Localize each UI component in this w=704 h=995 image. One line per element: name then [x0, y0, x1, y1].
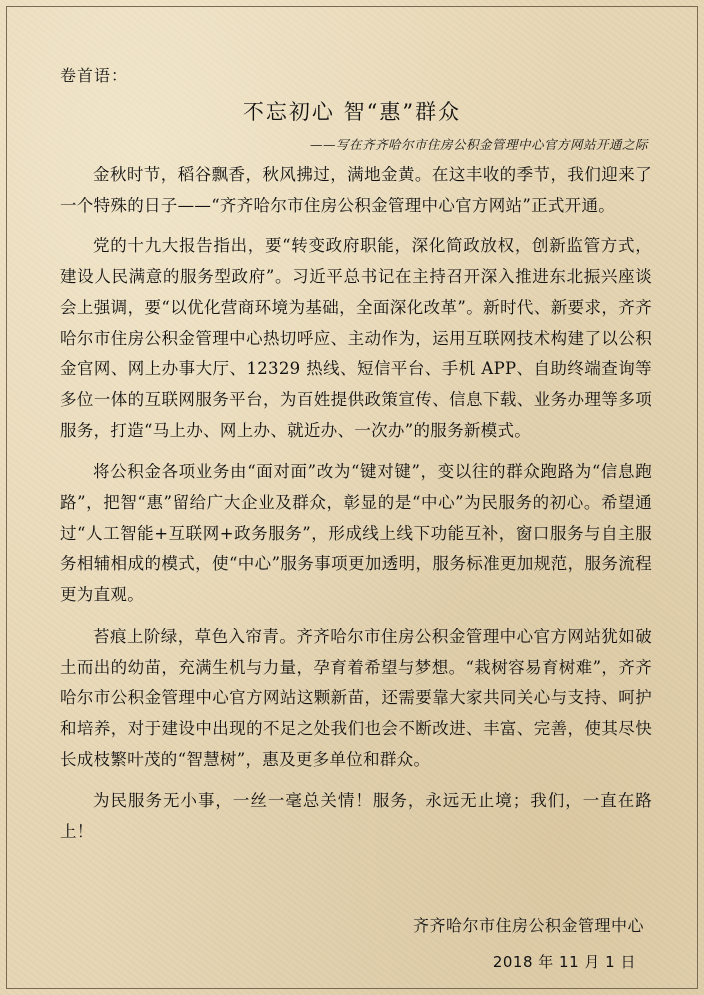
date: 2018 年 11 月 1 日: [492, 953, 636, 971]
article-title: 不忘初心 智“惠”群众: [242, 100, 462, 124]
article-body: [60, 160, 652, 848]
paragraph-3: 将公积金各项业务由“面对面”改为“键对键”，变以往的群众跑路为“信息跑路”，把智“惠”留给广大企业及群众，彰显的是“中心”为民服务的初心。希望通过“人工智能+互联网+政务服务”，形成线上线下功能互补，窗口服务与自主服务相辅相成的模式，使“中心”服务事项更加透明，服务标准更加规范，服务流程更为直观。: [60, 462, 652, 605]
paragraph-4: 苔痕上阶绿，草色入帘青。齐齐哈尔市住房公积金管理中心官方网站犹如破土而出的幼苗，充满生机与力量，孕育着希望与梦想。“栽树容易育树难”，齐齐哈尔市公积金管理中心官方网站这颗新苗，还需要靠大家共同关心与支持、呵护和培养，对于建设中出现的不足之处我们也会不断改进、丰富、完善，使其尽快长成枝繁叶茂的“智慧树”，惠及更多单位和群众。: [60, 626, 652, 769]
paragraph-5: 为民服务无小事，一丝一毫总关情！服务，永远无止境；我们，一直在路上！: [60, 791, 652, 842]
signature: 齐齐哈尔市住房公积金管理中心: [412, 916, 644, 935]
column-heading: 卷首语：: [60, 66, 129, 85]
article-subtitle: ——写在齐齐哈尔市住房公积金管理中心官方网站开通之际: [309, 137, 648, 152]
paragraph-1: 金秋时节，稻谷飘香，秋风拂过，满地金黄。在这丰收的季节，我们迎来了一个特殊的日子——“齐齐哈尔市住房公积金管理中心官方网站”正式开通。: [60, 165, 652, 215]
paragraph-2: 党的十九大报告指出，要“转变政府职能，深化简政放权，创新监管方式，建设人民满意的服务型政府”。习近平总书记在主持召开深入推进东北振兴座谈会上强调，要“以优化营商环境为基础，全面深化改革”。新时代、新要求，齐齐哈尔市住房公积金管理中心热切呼应、主动作为，运用互联网技术构建了以公积金官网、网上办事大厅、12329 热线、短信平台、手机 APP、自助终端查询等多位一体的互联网服务平台，为百姓提供政策宣传、信息下载、业务办理等多项服务，打造“马上办、网上办、就近办、一次办”的服务新模式。: [60, 236, 652, 440]
